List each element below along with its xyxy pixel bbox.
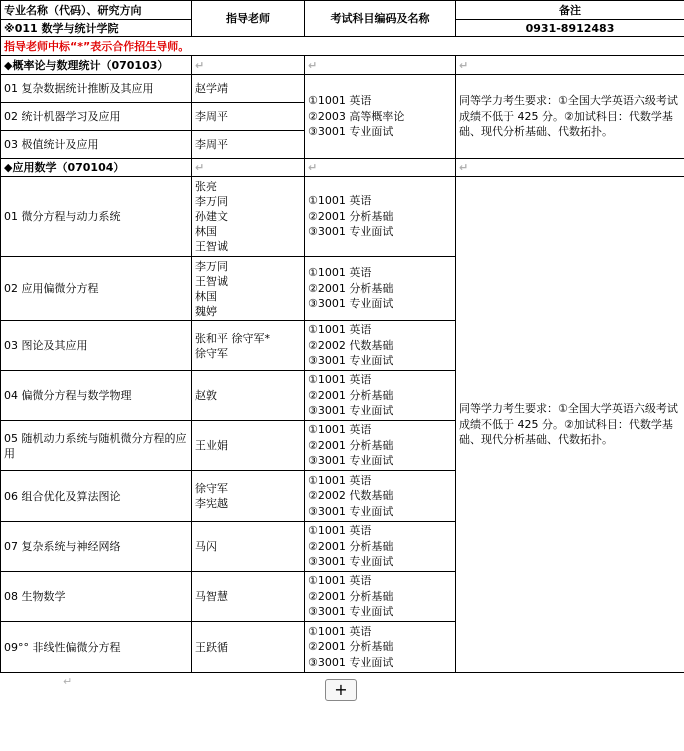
advisor-name: 李万同 (195, 259, 228, 273)
advisor-cell (192, 177, 305, 257)
exam-line: ①1001 英语 (308, 524, 372, 538)
exam-line: ③3001 专业面试 (308, 297, 394, 311)
advisor-name: 徐守军 (195, 346, 228, 360)
advisor-name: 魏婷 (195, 304, 217, 318)
advisor-cell: 王业娟 (192, 421, 305, 471)
advisor-cell (192, 257, 305, 321)
advisor-name: 徐守军 (195, 482, 228, 495)
exam-line: ③3001 专业面试 (308, 555, 394, 569)
exam-line: ②2001 分析基础 (308, 539, 394, 553)
paragraph-mark: ↵ (308, 58, 318, 72)
direction-cell: 05 随机动力系统与随机微分方程的应用 (1, 421, 192, 471)
exam-line: ③3001 专业面试 (308, 125, 394, 139)
exam-cell (305, 75, 456, 159)
paragraph-mark: ↵ (308, 161, 318, 174)
exam-cell (305, 622, 456, 673)
exam-line: ①1001 英语 (308, 373, 372, 387)
paragraph-mark: ↵ (63, 675, 73, 688)
exam-cell (305, 321, 456, 371)
advisor-name: 张亮 (195, 180, 217, 193)
direction-cell: 06 组合优化及算法图论 (1, 471, 192, 522)
exam-line: ②2003 高等概率论 (308, 109, 405, 123)
phone-number: 0931-8912483 (456, 20, 684, 37)
exam-line: ③3001 专业面试 (308, 225, 394, 239)
direction-cell: 02 统计机器学习及应用 (1, 103, 192, 131)
empty-cell (305, 159, 456, 177)
direction-cell: 03 图论及其应用 (1, 321, 192, 371)
exam-line: ①1001 英语 (308, 94, 372, 108)
advisor-name: 李宪越 (195, 497, 228, 510)
exam-line: ③3001 专业面试 (308, 504, 394, 518)
exam-cell (305, 177, 456, 257)
exam-line: ③3001 专业面试 (308, 655, 394, 669)
paragraph-mark: ↵ (195, 58, 205, 72)
exam-line: ③3001 专业面试 (308, 404, 394, 418)
exam-line: ②2002 代数基础 (308, 338, 394, 352)
school-name: ※011 数学与统计学院 (1, 20, 192, 37)
advisor-cell (192, 321, 305, 371)
exam-line: ①1001 英语 (308, 194, 372, 208)
exam-cell (305, 257, 456, 321)
advisor-name: 李万同 (195, 195, 228, 208)
advisor-cell (192, 471, 305, 522)
direction-cell: 08 生物数学 (1, 572, 192, 622)
direction-cell: 02 应用偏微分方程 (1, 257, 192, 321)
advisor-cell: 马闪 (192, 522, 305, 572)
paragraph-mark: ↵ (195, 161, 205, 174)
exam-line: ①1001 英语 (308, 624, 372, 638)
advisor-name: 林国 (195, 289, 217, 303)
empty-cell (192, 56, 305, 75)
direction-cell: 01 微分方程与动力系统 (1, 177, 192, 257)
empty-cell (456, 56, 684, 75)
exam-line: ①1001 英语 (308, 574, 372, 588)
exam-line: ①1001 英语 (308, 266, 372, 280)
advisor-name: 孙建文 (195, 210, 228, 223)
advisor-cell: 马智慧 (192, 572, 305, 622)
advisor-cell: 李周平 (192, 131, 305, 159)
header-exam: 考试科目编码及名称 (305, 1, 456, 37)
exam-line: ①1001 英语 (308, 473, 372, 487)
exam-line: ②2001 分析基础 (308, 209, 394, 223)
advisor-cell: 赵学靖 (192, 75, 305, 103)
exam-line: ②2001 分析基础 (308, 640, 394, 654)
empty-cell (456, 159, 684, 177)
exam-cell (305, 572, 456, 622)
empty-cell (192, 159, 305, 177)
direction-cell: 03 极值统计及应用 (1, 131, 192, 159)
advisor-cell: 王跃循 (192, 622, 305, 673)
advisor-cell: 李周平 (192, 103, 305, 131)
exam-cell (305, 522, 456, 572)
add-row-button[interactable]: + (325, 679, 357, 701)
exam-line: ①1001 英语 (308, 323, 372, 337)
remark-cell: 同等学力考生要求：①全国大学英语六级考试成绩不低于 425 分。②加试科目：代数学基础、现代分析基础、代数拓扑。 (456, 75, 684, 159)
direction-cell: 07 复杂系统与神经网络 (1, 522, 192, 572)
advisor-name: 王智诚 (195, 274, 228, 288)
exam-line: ②2001 分析基础 (308, 281, 394, 295)
advisor-name: 张和平 徐守军* (195, 331, 270, 345)
exam-line: ③3001 专业面试 (308, 605, 394, 619)
section-title: ◆应用数学（070104） (1, 159, 192, 177)
exam-line: ②2001 分析基础 (308, 438, 394, 452)
advisor-name: 王智诚 (195, 240, 228, 253)
cooperative-advisor-note: 指导老师中标“*”表示合作招生导师。 (1, 37, 684, 56)
advisor-name: 林国 (195, 225, 217, 238)
exam-line: ③3001 专业面试 (308, 354, 394, 368)
exam-cell (305, 371, 456, 421)
exam-cell (305, 471, 456, 522)
exam-line: ②2001 分析基础 (308, 589, 394, 603)
section-title: ◆概率论与数理统计（070103） (1, 56, 192, 75)
direction-cell: 09°° 非线性偏微分方程 (1, 622, 192, 673)
header-advisor: 指导老师 (192, 1, 305, 37)
exam-cell (305, 421, 456, 471)
direction-cell: 01 复杂数据统计推断及其应用 (1, 75, 192, 103)
exam-line: ①1001 英语 (308, 423, 372, 437)
header-remark: 备注 (456, 1, 684, 20)
empty-cell (305, 56, 456, 75)
paragraph-mark: ↵ (459, 58, 469, 72)
advisor-cell: 赵敦 (192, 371, 305, 421)
exam-line: ③3001 专业面试 (308, 454, 394, 468)
remark-cell: 同等学力考生要求：①全国大学英语六级考试成绩不低于 425 分。②加试科目：代数学基础、现代分析基础、代数拓扑。 (456, 177, 684, 673)
exam-line: ②2002 代数基础 (308, 489, 394, 503)
paragraph-mark: ↵ (459, 161, 469, 174)
header-major: 专业名称（代码）、研究方向 (1, 1, 192, 20)
direction-cell: 04 偏微分方程与数学物理 (1, 371, 192, 421)
exam-line: ②2001 分析基础 (308, 388, 394, 402)
